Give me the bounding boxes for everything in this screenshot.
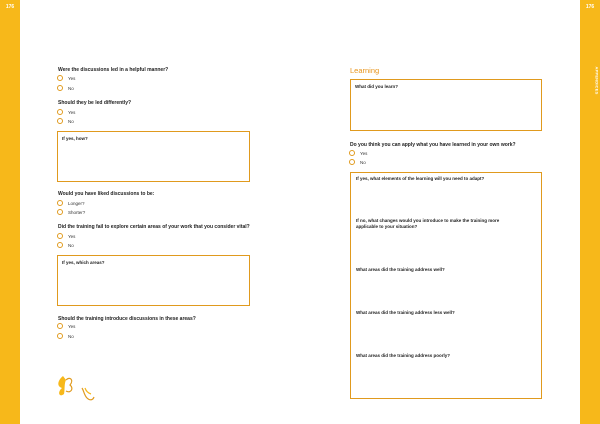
option-yes[interactable]: Yes <box>57 233 75 239</box>
left-margin-band <box>0 0 20 424</box>
radio-icon[interactable] <box>57 200 63 206</box>
prompt-addressed-well: What areas did the training address well? <box>356 267 445 272</box>
question-explore-areas: Did the training fail to explore certain areas of your work that you consider vital? <box>58 224 250 230</box>
prompt-changes-to-training: If no, what changes would you introduce to make the training more applicable to your situation? <box>356 218 500 229</box>
radio-icon[interactable] <box>57 233 63 239</box>
right-margin-band <box>580 0 600 424</box>
radio-icon[interactable] <box>349 159 355 165</box>
option-shorter[interactable]: Shorter? <box>57 209 85 215</box>
option-yes[interactable]: Yes <box>57 75 75 81</box>
answer-box-learning-details[interactable] <box>350 172 542 399</box>
option-no[interactable]: No <box>57 85 74 91</box>
question-apply-learning: Do you think you can apply what you have learned in your own work? <box>350 142 516 148</box>
radio-icon[interactable] <box>57 109 63 115</box>
prompt-elements-to-adapt: If yes, what elements of the learning will you need to adapt? <box>356 176 485 181</box>
question-introduce-discussions: Should the training introduce discussions in these areas? <box>58 316 196 322</box>
answer-box-which-areas[interactable]: If yes, which areas? <box>57 255 250 306</box>
radio-icon[interactable] <box>57 85 63 91</box>
option-no[interactable]: No <box>57 333 74 339</box>
radio-icon[interactable] <box>57 242 63 248</box>
question-helpful-manner: Were the discussions led in a helpful manner? <box>58 67 169 73</box>
radio-icon[interactable] <box>57 323 63 329</box>
radio-icon[interactable] <box>57 75 63 81</box>
option-no[interactable]: No <box>349 159 366 165</box>
prompt-addressed-less-well: What areas did the training address less well? <box>356 310 455 315</box>
question-led-differently: Should they be led differently? <box>58 100 132 106</box>
radio-icon[interactable] <box>57 209 63 215</box>
option-yes[interactable]: Yes <box>57 323 75 329</box>
option-yes[interactable]: Yes <box>349 150 367 156</box>
radio-icon[interactable] <box>349 150 355 156</box>
option-no[interactable]: No <box>57 118 74 124</box>
page-number-left: 176 <box>5 4 15 10</box>
page-number-right: 176 <box>585 4 595 10</box>
hands-logo-icon <box>78 385 98 405</box>
option-no[interactable]: No <box>57 242 74 248</box>
question-discussions-length: Would you have liked discussions to be: <box>58 191 155 197</box>
side-label-left: APPENDICES <box>18 82 24 111</box>
answer-box-how[interactable]: If yes, how? <box>57 131 250 182</box>
side-label-right: APPENDICES <box>594 66 600 95</box>
prompt-addressed-poorly: What areas did the training address poorly? <box>356 353 451 358</box>
section-heading-learning: Learning <box>350 66 380 75</box>
option-longer[interactable]: Longer? <box>57 200 85 206</box>
radio-icon[interactable] <box>57 118 63 124</box>
option-yes[interactable]: Yes <box>57 109 75 115</box>
answer-box-what-learned[interactable]: What did you learn? <box>350 79 542 131</box>
radio-icon[interactable] <box>57 333 63 339</box>
